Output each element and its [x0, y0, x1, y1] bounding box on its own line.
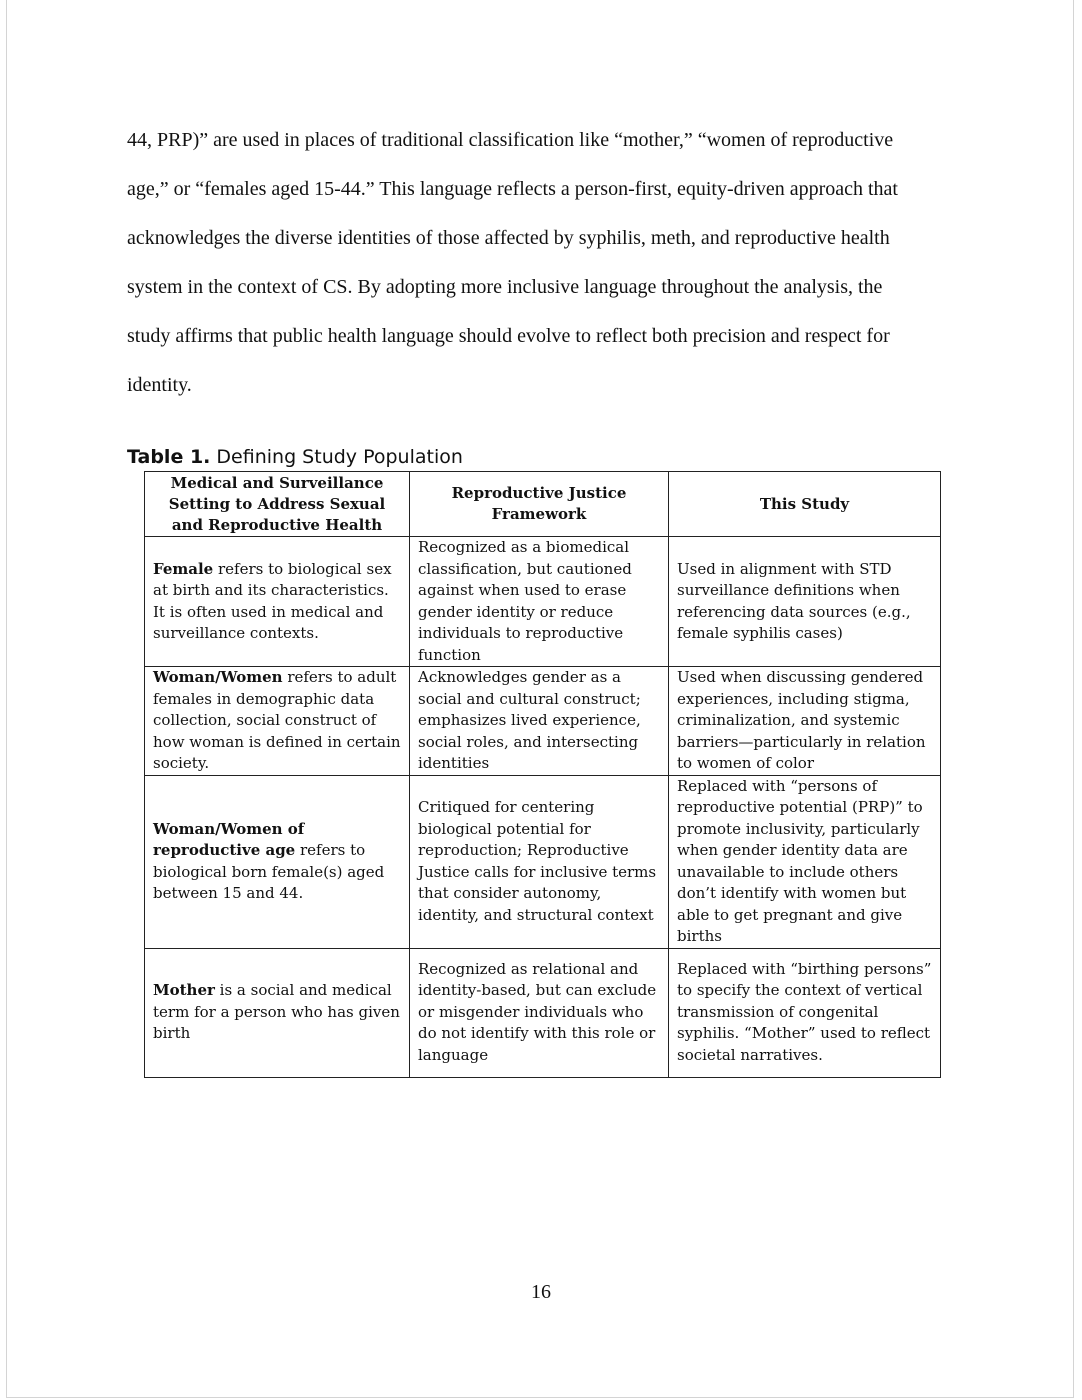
definition-text: refers to adult females in demographic data collection, social construct of how woman is defined in certain society.: [153, 668, 401, 772]
paragraph-line: identity.: [127, 374, 192, 396]
paragraph-line: study affirms that public health language should evolve to reflect both precision and respect for: [127, 325, 890, 347]
definition-cell: [145, 667, 410, 776]
study-population-table: [144, 471, 941, 1078]
paragraph-line: acknowledges the diverse identities of those affected by syphilis, meth, and reproductive health: [127, 227, 890, 249]
table-row: [145, 775, 941, 948]
study-cell: Used when discussing gendered experiences, including stigma, criminalization, and systemic barriers—particularly in relation to women of color: [669, 667, 941, 776]
definition-text: refers to biological born female(s) aged between 15 and 44.: [153, 841, 385, 902]
header-medical-surveillance: Medical and Surveillance Setting to Address Sexual and Reproductive Health: [145, 472, 410, 537]
table-header-row: [145, 472, 941, 537]
header-reproductive-justice: Reproductive Justice Framework: [410, 472, 669, 537]
body-paragraph: [127, 116, 957, 410]
term-label: Woman/Women of reproductive age: [153, 819, 305, 859]
header-this-study: This Study: [669, 472, 941, 537]
paragraph-line: system in the context of CS. By adopting more inclusive language throughout the analysis, the: [127, 276, 883, 298]
table-caption: [127, 446, 463, 468]
justice-cell: Recognized as relational and identity-based, but can exclude or misgender individuals who do not identify with this role or language: [410, 948, 669, 1077]
justice-cell: Recognized as a biomedical classification, but cautioned against when used to erase gender identity or reduce individuals to reproductive function: [410, 537, 669, 667]
study-cell: Replaced with “birthing persons” to specify the context of vertical transmission of congenital syphilis. “Mother” used to reflect societal narratives.: [669, 948, 941, 1077]
definition-cell: [145, 537, 410, 667]
page-number: 16: [531, 1281, 551, 1303]
table-row: [145, 537, 941, 667]
table-caption-label: Table 1.: [127, 446, 211, 468]
justice-cell: Acknowledges gender as a social and cultural construct; emphasizes lived experience, social roles, and intersecting identities: [410, 667, 669, 776]
definition-cell: [145, 775, 410, 948]
definition-text: is a social and medical term for a person who has given birth: [153, 981, 400, 1043]
definition-text: refers to biological sex at birth and its characteristics. It is often used in medical and surveillance contexts.: [153, 559, 392, 642]
term-label: Mother: [153, 981, 215, 1000]
table-row: [145, 948, 941, 1077]
table-caption-text: Defining Study Population: [210, 446, 463, 468]
justice-cell: Critiqued for centering biological potential for reproduction; Reproductive Justice calls for inclusive terms that consider autonomy, identity, and structural context: [410, 775, 669, 948]
paragraph-line: age,” or “females aged 15-44.” This language reflects a person-first, equity-driven approach that: [127, 178, 898, 200]
term-label: Woman/Women: [153, 668, 283, 686]
term-label: Female: [153, 559, 214, 578]
study-cell: Replaced with “persons of reproductive potential (PRP)” to promote inclusivity, particularly when gender identity data are unavailable to include others don’t identify with women but able to get pregnant and give births: [669, 775, 941, 948]
paragraph-line: 44, PRP)” are used in places of traditional classification like “mother,” “women of reproductive: [127, 129, 894, 151]
definition-cell: [145, 948, 410, 1077]
study-cell: Used in alignment with STD surveillance definitions when referencing data sources (e.g., female syphilis cases): [669, 537, 941, 667]
table-row: [145, 667, 941, 776]
